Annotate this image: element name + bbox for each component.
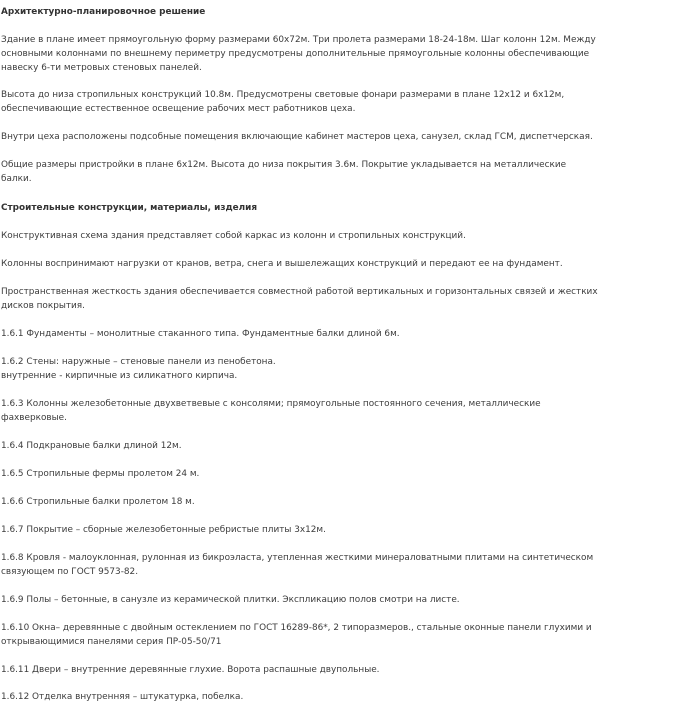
paragraph-columns-loads: Колонны воспринимают нагрузки от кранов, ветра, снега и вышележащих конструкций и передают ее на фундамент. <box>1 259 563 269</box>
paragraph-building-plan: Здание в плане имеет прямоугольную форму размерами 60х72м. Три пролета размерами 18-24-18м. Шаг колонн 12м. Между основными колоннами по внешнему периметру предусмотрены дополнительные прямоугольные колонны обеспечивающие навеску 6-ти метровых стеновых панелей. <box>1 35 596 73</box>
item-1-6-12-interior-finish: 1.6.12 Отделка внутренняя – штукатурка, побелка. <box>1 692 244 702</box>
item-1-6-9-floors: 1.6.9 Полы – бетонные, в санузле из керамической плитки. Экспликацию полов смотри на листе. <box>1 595 460 605</box>
item-1-6-1-foundations: 1.6.1 Фундаменты – монолитные стаканного типа. Фундаментные балки длиной 6м. <box>1 329 400 339</box>
section-heading-architecture: Архитектурно-планировочное решение <box>1 7 206 17</box>
item-1-6-8-roof: 1.6.8 Кровля - малоуклонная, рулонная из бикроэласта, утепленная жесткими минераловатными плитами на синтетическом связующем по ГОСТ 9573-82. <box>1 553 594 577</box>
item-1-6-10-windows: 1.6.10 Окна– деревянные с двойным остеклением по ГОСТ 16289-86*, 2 типоразмеров., стальные оконные панели глухими и открывающимися панелями серия ПР-05-50/71 <box>1 623 592 647</box>
paragraph-height: Высота до низа стропильных конструкций 10.8м. Предусмотрены световые фонари размерами в плане 12х12 и 6х12м, обеспечивающие естественное освещение рабочих мест работников цеха. <box>1 90 565 114</box>
item-1-6-3-columns: 1.6.3 Колонны железобетонные двухветвевые с консолями; прямоугольные постоянного сечения, металлические фахверковые. <box>1 399 541 423</box>
item-1-6-2-walls: 1.6.2 Стены: наружные – стеновые панели из пенобетона. внутренние - кирпичные из силикатного кирпича. <box>1 357 276 381</box>
paragraph-annex: Общие размеры пристройки в плане 6х12м. Высота до низа покрытия 3.6м. Покрытие укладывается на металлические балки. <box>1 160 567 184</box>
item-1-6-7-roofing-slabs: 1.6.7 Покрытие – сборные железобетонные ребристые плиты 3х12м. <box>1 525 326 535</box>
paragraph-structural-scheme: Конструктивная схема здания представляет собой каркас из колонн и стропильных конструкций. <box>1 231 466 241</box>
paragraph-rigidity: Пространственная жесткость здания обеспечивается совместной работой вертикальных и горизонтальных связей и жестких дисков покрытия. <box>1 287 598 311</box>
paragraph-rooms: Внутри цеха расположены подсобные помещения включающие кабинет мастеров цеха, санузел, склад ГСМ, диспетчерская. <box>1 132 593 142</box>
item-1-6-5-trusses: 1.6.5 Стропильные фермы пролетом 24 м. <box>1 469 200 479</box>
item-1-6-4-crane-beams: 1.6.4 Подкрановые балки длиной 12м. <box>1 441 182 451</box>
item-1-6-6-rafter-beams: 1.6.6 Стропильные балки пролетом 18 м. <box>1 497 195 507</box>
item-1-6-11-doors: 1.6.11 Двери – внутренние деревянные глухие. Ворота распашные двупольные. <box>1 665 380 675</box>
section-heading-construction: Строительные конструкции, материалы, изделия <box>1 203 258 213</box>
